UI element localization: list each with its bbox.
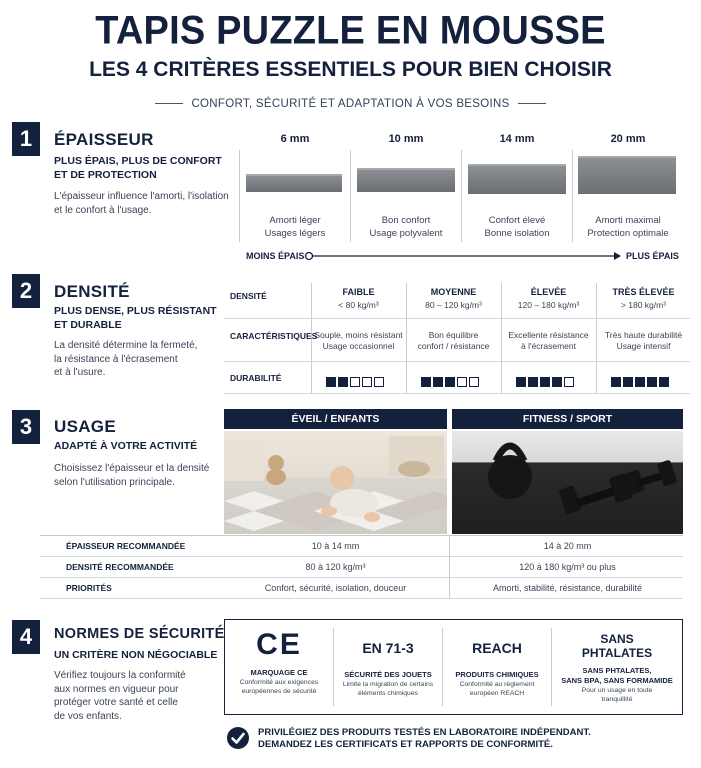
- section-2-desc-line-2: la résistance à l'écrasement: [54, 353, 178, 365]
- row-label-characteristics: CARACTÉRISTIQUES: [230, 331, 318, 341]
- section-2-subtitle: [54, 304, 217, 332]
- norm-label: PRODUITS CHIMIQUES: [455, 670, 539, 679]
- verified-check-icon: [226, 726, 250, 750]
- norm-desc: Conformité aux exigences: [239, 679, 319, 686]
- footer-line-1: PRIVILÉGIEZ DES PRODUITS TESTÉS EN LABORATOIRE INDÉPENDANT.: [258, 727, 591, 738]
- norm-desc: tranquillité: [601, 696, 633, 703]
- norm-en71: [335, 640, 441, 698]
- caption-line: Amorti maximal: [595, 215, 661, 226]
- density-col-low: [311, 287, 406, 310]
- footer-advice: [258, 727, 591, 751]
- thickness-label: 6 mm: [280, 133, 310, 145]
- main-title: TAPIS PUZZLE EN MOUSSE: [95, 8, 606, 54]
- kettlebell-dumbbell-photo: [452, 431, 683, 534]
- section-2-subtitle-line-2: ET DURABLE: [54, 319, 122, 331]
- rating-square-filled: [338, 377, 348, 387]
- rating-square-filled: [445, 377, 455, 387]
- section-3-title: USAGE: [54, 417, 116, 436]
- table-rule: [224, 318, 690, 319]
- tagline-rule-right: [518, 103, 546, 104]
- norm-desc: européennes de sécurité: [241, 688, 317, 695]
- density-level: TRÈS ÉLEVÉE: [612, 287, 675, 297]
- section-4-desc-line-2: aux normes en vigueur pour: [54, 683, 179, 695]
- rating-square-empty: [469, 377, 479, 387]
- durability-rating-medium: [421, 374, 481, 392]
- thickness-label: 10 mm: [388, 133, 424, 145]
- norm-desc: éléments chimiques: [357, 690, 419, 697]
- norm-label: SANS BPA, SANS FORMAMIDE: [561, 676, 673, 685]
- norm-desc: européen REACH: [469, 690, 525, 697]
- thickness-label: 14 mm: [499, 133, 535, 145]
- row-label-density: DENSITÉ: [230, 291, 267, 301]
- thickness-caption-20mm: [573, 214, 683, 240]
- section-1-desc-line-1: L'épaisseur influence l'amorti, l'isolation: [54, 191, 229, 202]
- section-4-description: [54, 669, 186, 723]
- rating-square-filled: [528, 377, 538, 387]
- char-line: Souple, moins résistant: [314, 330, 403, 340]
- table-rule: [224, 361, 690, 362]
- section-2-desc-line-1: La densité détermine la fermeté,: [54, 340, 198, 351]
- norm-title: REACH: [472, 640, 522, 656]
- foam-tile-6mm-image: [246, 174, 342, 192]
- section-4-subtitle: UN CRITÈRE NON NÉGOCIABLE: [54, 649, 218, 661]
- density-range: > 180 kg/m³: [620, 300, 667, 310]
- usage-row-density: DENSITÉ RECOMMANDÉE: [66, 562, 174, 572]
- norm-desc: Limite la migration de certains: [342, 681, 434, 688]
- char-low: [311, 330, 406, 352]
- density-level: MOYENNE: [430, 287, 477, 297]
- caption-line: Confort élevé: [488, 215, 546, 226]
- kids-priorities: Confort, sécurité, isolation, douceur: [264, 583, 407, 593]
- usage-row-priorities: PRIORITÉS: [66, 583, 112, 593]
- section-1-number: 1: [12, 122, 40, 156]
- norm-label: SANS PHTALATES,: [582, 666, 652, 675]
- char-line: Très haute durabilité: [604, 330, 683, 340]
- section-2-description: [54, 339, 197, 380]
- divider: [333, 628, 334, 706]
- section-4-desc-line-1: Vérifiez toujours la conformité: [54, 670, 186, 681]
- rating-square-filled: [635, 377, 645, 387]
- divider: [449, 535, 450, 598]
- section-1-desc-line-2: et le confort à l'usage.: [54, 204, 152, 216]
- durability-rating-low: [326, 374, 386, 392]
- density-col-very-high: [596, 287, 691, 310]
- section-3-desc-line-1: Choisissez l'épaisseur et la densité: [54, 463, 210, 474]
- norm-ce: [226, 628, 332, 696]
- fitness-density: 120 à 180 kg/m³ ou plus: [519, 562, 616, 572]
- caption-line: Bonne isolation: [484, 228, 550, 239]
- less-thick-label: MOINS ÉPAIS: [246, 251, 305, 261]
- caption-line: Bon confort: [381, 215, 431, 226]
- divider: [442, 628, 443, 706]
- rating-square-filled: [516, 377, 526, 387]
- section-4-number: 4: [12, 620, 40, 654]
- norm-desc: Conformité au règlement: [459, 681, 535, 688]
- section-1-subtitle-line-2: ET DE PROTECTION: [54, 169, 157, 181]
- foam-tile-10mm-image: [357, 168, 455, 192]
- char-very-high: [596, 330, 691, 352]
- kettlebell-dumbbell-illustration-icon: [452, 431, 683, 534]
- rating-square-empty: [564, 377, 574, 387]
- rating-square-empty: [374, 377, 384, 387]
- char-medium: [406, 330, 501, 352]
- rating-square-filled: [552, 377, 562, 387]
- rating-square-filled: [540, 377, 550, 387]
- thickness-caption-10mm: [351, 214, 461, 240]
- density-col-medium: [406, 287, 501, 310]
- thickness-col-20mm: [573, 133, 683, 145]
- main-subtitle: LES 4 CRITÈRES ESSENTIELS POUR BIEN CHOISIR: [89, 58, 612, 81]
- norm-title: PHTALATES: [581, 646, 653, 660]
- char-high: [501, 330, 596, 352]
- section-4-desc-line-3: protéger votre santé et celle: [54, 697, 178, 708]
- rating-square-filled: [623, 377, 633, 387]
- section-1-subtitle-line-1: PLUS ÉPAIS, PLUS DE CONFORT: [54, 155, 222, 167]
- fitness-priorities: Amorti, stabilité, résistance, durabilité: [492, 583, 643, 593]
- char-line: confort / résistance: [417, 341, 490, 351]
- density-range: 80 – 120 kg/m³: [425, 300, 482, 310]
- usage-kids-header: ÉVEIL / ENFANTS: [224, 409, 447, 429]
- thickness-arrow-icon: [304, 250, 622, 262]
- rating-square-filled: [421, 377, 431, 387]
- usage-row-thickness: ÉPAISSEUR RECOMMANDÉE: [66, 541, 186, 551]
- baby-on-mat-photo: [224, 431, 447, 534]
- durability-rating-high: [516, 374, 576, 392]
- char-line: Usage intensif: [616, 341, 671, 351]
- char-line: Bon équilibre: [428, 330, 479, 340]
- table-rule: [40, 577, 683, 578]
- caption-line: Usage polyvalent: [369, 228, 443, 239]
- section-4-title: NORMES DE SÉCURITÉ: [54, 626, 225, 642]
- section-4-desc-line-4: de vos enfants.: [54, 710, 122, 722]
- section-2-title: DENSITÉ: [54, 282, 130, 301]
- norm-sans-phtalates: [553, 632, 681, 704]
- thickness-label: 20 mm: [610, 133, 646, 145]
- density-range: 120 – 180 kg/m³: [517, 300, 580, 310]
- foam-tile-20mm-image: [578, 156, 676, 194]
- thickness-caption-6mm: [240, 214, 350, 240]
- kids-thickness: 10 à 14 mm: [311, 541, 360, 551]
- section-2-desc-line-3: et à l'usure.: [54, 367, 106, 378]
- table-rule: [40, 598, 683, 599]
- rating-square-filled: [433, 377, 443, 387]
- density-range: < 80 kg/m³: [338, 300, 379, 310]
- char-line: à l'écrasement: [520, 341, 576, 351]
- rating-square-empty: [457, 377, 467, 387]
- thickness-col-10mm: [351, 133, 461, 145]
- section-1-subtitle: [54, 154, 222, 182]
- section-1-title: ÉPAISSEUR: [54, 130, 154, 149]
- rating-square-filled: [326, 377, 336, 387]
- density-col-high: [501, 287, 596, 310]
- more-thick-label: PLUS ÉPAIS: [626, 251, 679, 261]
- density-level: FAIBLE: [342, 287, 375, 297]
- caption-line: Usages légers: [264, 228, 326, 239]
- tagline-rule-left: [155, 103, 183, 104]
- table-rule: [224, 393, 690, 394]
- divider: [551, 628, 552, 706]
- density-level: ÉLEVÉE: [530, 287, 567, 297]
- rating-square-empty: [350, 377, 360, 387]
- section-2-number: 2: [12, 274, 40, 308]
- rating-square-filled: [611, 377, 621, 387]
- section-3-description: [54, 462, 209, 489]
- rating-square-empty: [362, 377, 372, 387]
- section-3-subtitle: ADAPTÉ À VOTRE ACTIVITÉ: [54, 440, 198, 452]
- norm-title: EN 71-3: [362, 640, 414, 656]
- thickness-caption-14mm: [462, 214, 572, 240]
- footer-line-2: DEMANDEZ LES CERTIFICATS ET RAPPORTS DE CONFORMITÉ.: [258, 739, 553, 750]
- char-line: Usage occasionnel: [322, 341, 395, 351]
- section-3-desc-line-2: selon l'utilisation principale.: [54, 476, 175, 488]
- kids-density: 80 à 120 kg/m³: [305, 562, 366, 572]
- section-2-subtitle-line-1: PLUS DENSE, PLUS RÉSISTANT: [54, 305, 217, 317]
- section-1-description: [54, 190, 229, 217]
- tagline: [0, 98, 701, 110]
- fitness-thickness: 14 à 20 mm: [543, 541, 592, 551]
- thickness-col-14mm: [462, 133, 572, 145]
- thickness-col-6mm: [240, 133, 350, 145]
- norm-title: SANS: [600, 632, 634, 646]
- ce-mark-logo: CE: [256, 628, 302, 661]
- table-rule: [40, 535, 683, 536]
- rating-square-filled: [659, 377, 669, 387]
- durability-rating-very-high: [611, 374, 671, 392]
- norm-label: SÉCURITÉ DES JOUETS: [344, 670, 432, 679]
- usage-fitness-header: FITNESS / SPORT: [452, 409, 683, 429]
- norm-label: MARQUAGE CE: [250, 668, 308, 677]
- row-label-durability: DURABILITÉ: [230, 373, 282, 383]
- baby-on-mat-illustration-icon: [224, 431, 447, 534]
- char-line: Excellente résistance: [508, 330, 589, 340]
- caption-line: Protection optimale: [587, 228, 669, 239]
- caption-line: Amorti léger: [269, 215, 321, 226]
- norm-desc: Pour un usage en toute: [581, 687, 653, 694]
- norm-reach: [444, 640, 550, 698]
- foam-tile-14mm-image: [468, 164, 566, 194]
- tagline-text: CONFORT, SÉCURITÉ ET ADAPTATION À VOS BESOINS: [191, 98, 510, 110]
- section-3-number: 3: [12, 410, 40, 444]
- table-rule: [40, 556, 683, 557]
- rating-square-filled: [647, 377, 657, 387]
